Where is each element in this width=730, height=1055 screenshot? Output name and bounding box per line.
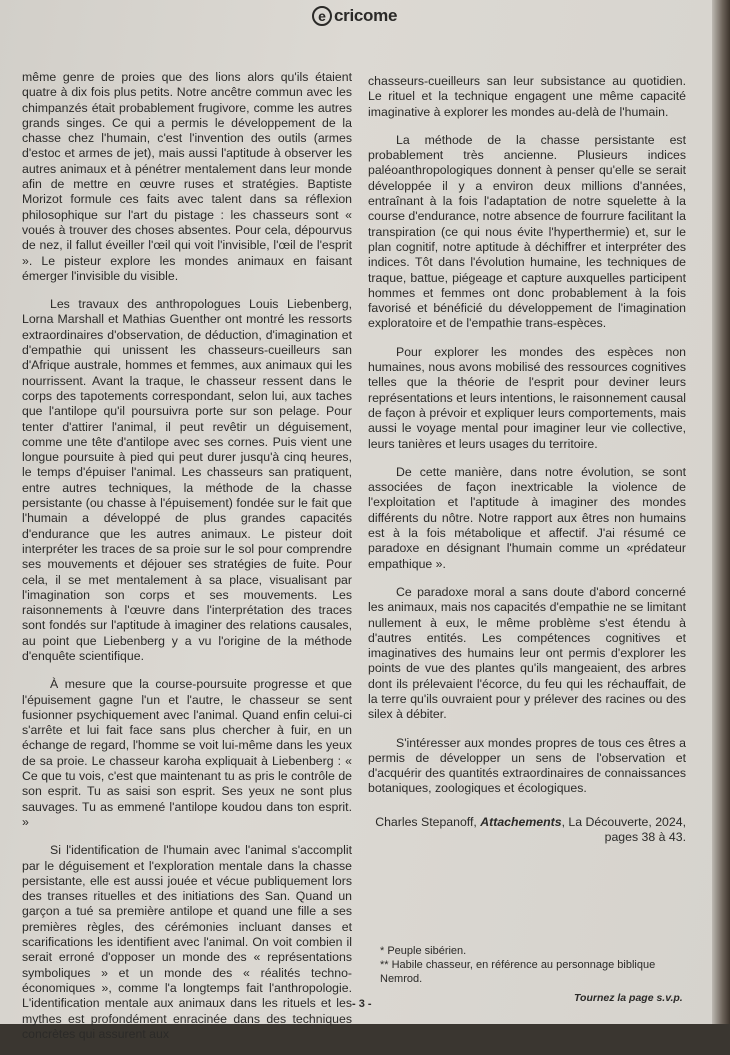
paragraph: chasseurs-cueilleurs san leur subsistance au quotidien. Le rituel et la technique engagent une même capacité imaginative à explorer les mondes au-delà de l'humain. xyxy=(368,74,686,119)
paragraph: S'intéresser aux mondes propres de tous ces êtres a permis de développer un sens de l'observation et d'acquérir des quantités extraordinaires de connaissances botaniques, zoologiques et écologiques. xyxy=(368,735,686,796)
paragraph: À mesure que la course-poursuite progresse et que l'épuisement gagne l'un et l'autre, le chasseur se sent fusionner psychiquement avec l'animal. Quand enfin celui-ci s'arrête et lui fait face sans plus chercher à fuir, en un échange de regard, l'homme se voit lui-même dans les yeux de sa proie. Le chasseur karoha expliquait à Liebenberg : « Ce que tu vois, c'est que maintenant tu as pris le contrôle de son esprit. Tu as saisi son esprit. Ses yeux ne sont plus sauvages. Tu as emmené l'antilope koudou dans ton esprit. » xyxy=(22,677,352,829)
ecricome-logo xyxy=(312,4,397,28)
page-edge-shadow xyxy=(712,0,730,1024)
paragraph: De cette manière, dans notre évolution, se sont associées de façon inextricable la violence de l'exploitation et l'aptitude à imaginer des mondes différents du nôtre. Notre rapport aux êtres non humains est à la fois métabolique et affectif. J'ai résumé ce paradoxe en désignant l'humain comme un «prédateur empathique ». xyxy=(368,464,686,571)
citation-rest: , La Découverte, 2024, pages 38 à 43. xyxy=(561,814,686,845)
paragraph: même genre de proies que des lions alors qu'ils étaient quatre à dix fois plus petits. Notre ancêtre commun avec les chimpanzés était probablement frugivore, comme les autres grands singes. Ce qui a permis le développement de la chasse chez l'humain, c'est l'invention des outils (armes d'estoc et armes de jet), mais aussi l'aptitude à observer les autres animaux et à pénétrer mentalement dans leur monde afin de mettre en œuvre ruses et stratégies. Baptiste Morizot formule ces faits avec talent dans sa réflexion philosophique sur l'art du pistage : les chasseurs sont « voués à trouver des choses absentes. Pour cela, dépourvus de nez, il fallut éveiller l'œil qui voit l'invisible, l'œil de l'esprit ». Le pisteur explore les mondes animaux en faisant émerger l'invisible du visible. xyxy=(22,70,352,283)
paragraph: Ce paradoxe moral a sans doute d'abord concerné les animaux, mais nos capacités d'empathie ne se limitant nullement à eux, le même problème s'est étendu à d'autres entités. Les compétences cognitives et imaginatives des humains leur ont permis d'explorer les points de vue des plantes qu'ils mangeaient, des arbres dont ils prélevaient l'écorce, du feu qui les réchauffait, de la terre qu'ils ouvraient pour y prélever des racines ou des silex à débiter. xyxy=(368,584,686,722)
turn-page-note: Tournez la page s.v.p. xyxy=(574,992,683,1004)
paragraph: La méthode de la chasse persistante est probablement très ancienne. Plusieurs indices paléoanthropologiques donnent à penser qu'elle se serait développée il y a environ deux millions d'années, entraînant à la fois l'adaptation de notre squelette à la course d'endurance, notre absence de fourrure facilitant la transpiration (ce qui nous évite l'hyperthermie) et, sur le plan cognitif, notre aptitude à déchiffrer et interpréter des indices. Tôt dans l'évolution humaine, les techniques de traque, battue, piégeage et capture auxquelles participent hommes et femmes ont donc probablement à la fois favorisé et bénéficié du développement de l'imagination exploratoire et de l'empathie trans-espèces. xyxy=(368,132,686,331)
right-column xyxy=(368,74,686,858)
footnotes xyxy=(380,944,680,986)
footnote: ** Habile chasseur, en référence au personnage biblique Nemrod. xyxy=(380,959,656,985)
citation xyxy=(368,815,686,846)
logo-mark: e xyxy=(312,6,332,26)
paragraph: Pour explorer les mondes des espèces non humaines, nous avons mobilisé des ressources cognitives telles que la théorie de l'esprit pour deviner leurs représentations et leurs intentions, le raisonnement causal de façon à prévoir et expliquer leurs comportements, mais aussi le voyage mental pour imaginer leur vie collective, leurs tanières et leurs usages du territoire. xyxy=(368,344,686,451)
paragraph: Les travaux des anthropologues Louis Liebenberg, Lorna Marshall et Mathias Guenther ont montré les ressorts extraordinaires d'observation, de déduction, d'imagination et d'empathie qui unissent les chasseurs-cueilleurs san d'Afrique australe, hommes et femmes, aux animaux qui les nourrissent. Avant la traque, le chasseur ressent dans le corps des tapotements correspondant, selon lui, aux taches que l'antilope qu'il poursuivra porte sur son pelage. Pour tenter d'attirer l'animal, il peut revêtir un déguisement, comme une tête d'antilope avec ses cornes. Puis vient une longue poursuite à pied qui peut durer jusqu'à cinq heures, le temps d'épuiser l'animal. Les chasseurs san pratiquent, entre autres techniques, la méthode de la chasse persistante (ou chasse à l'épuisement) fondée sur le fait que l'humain a développé de plus grandes capacités d'endurance que les autres animaux. Le pisteur doit interpréter les traces de sa proie sur le sol pour comprendre ses mouvements et déjouer ses stratégies de fuite. Pour cela, il se met mentalement à sa place, visualisant par l'imagination son corps et ses mouvements. Les raisonnements à l'œuvre dans l'interprétation des traces sont fondés sur l'aptitude à imaginer des relations causales, au point que Liebenberg y a vu l'origine de la méthode d'enquête scientifique. xyxy=(22,297,352,663)
citation-title: Attachements xyxy=(480,814,562,829)
paragraph: Si l'identification de l'humain avec l'animal s'accomplit par le déguisement et l'exploration mentale dans la chasse persistante, elle est aussi jouée et vécue publiquement lors des transes rituelles et des initiations des San. Quand un garçon a tué sa première antilope et quand une fille a ses premières règles, des cérémonies incluant danses et scarifications les identifient avec l'animal. On voit combien il serait erroné d'opposer un monde des « représentations symboliques » et un monde des « réalités techno-économiques », comme l'a longtemps fait l'anthropologie. L'identification mentale aux animaux dans les rituels et les mythes est profondément enracinée dans des techniques concrètes qui assurent aux xyxy=(22,843,352,1041)
logo-text: cricome xyxy=(334,6,398,25)
page-number: - 3 - xyxy=(352,998,372,1010)
left-column xyxy=(22,70,352,1055)
citation-author: Charles Stepanoff, xyxy=(375,814,481,829)
footnote: * Peuple sibérien. xyxy=(380,945,467,957)
